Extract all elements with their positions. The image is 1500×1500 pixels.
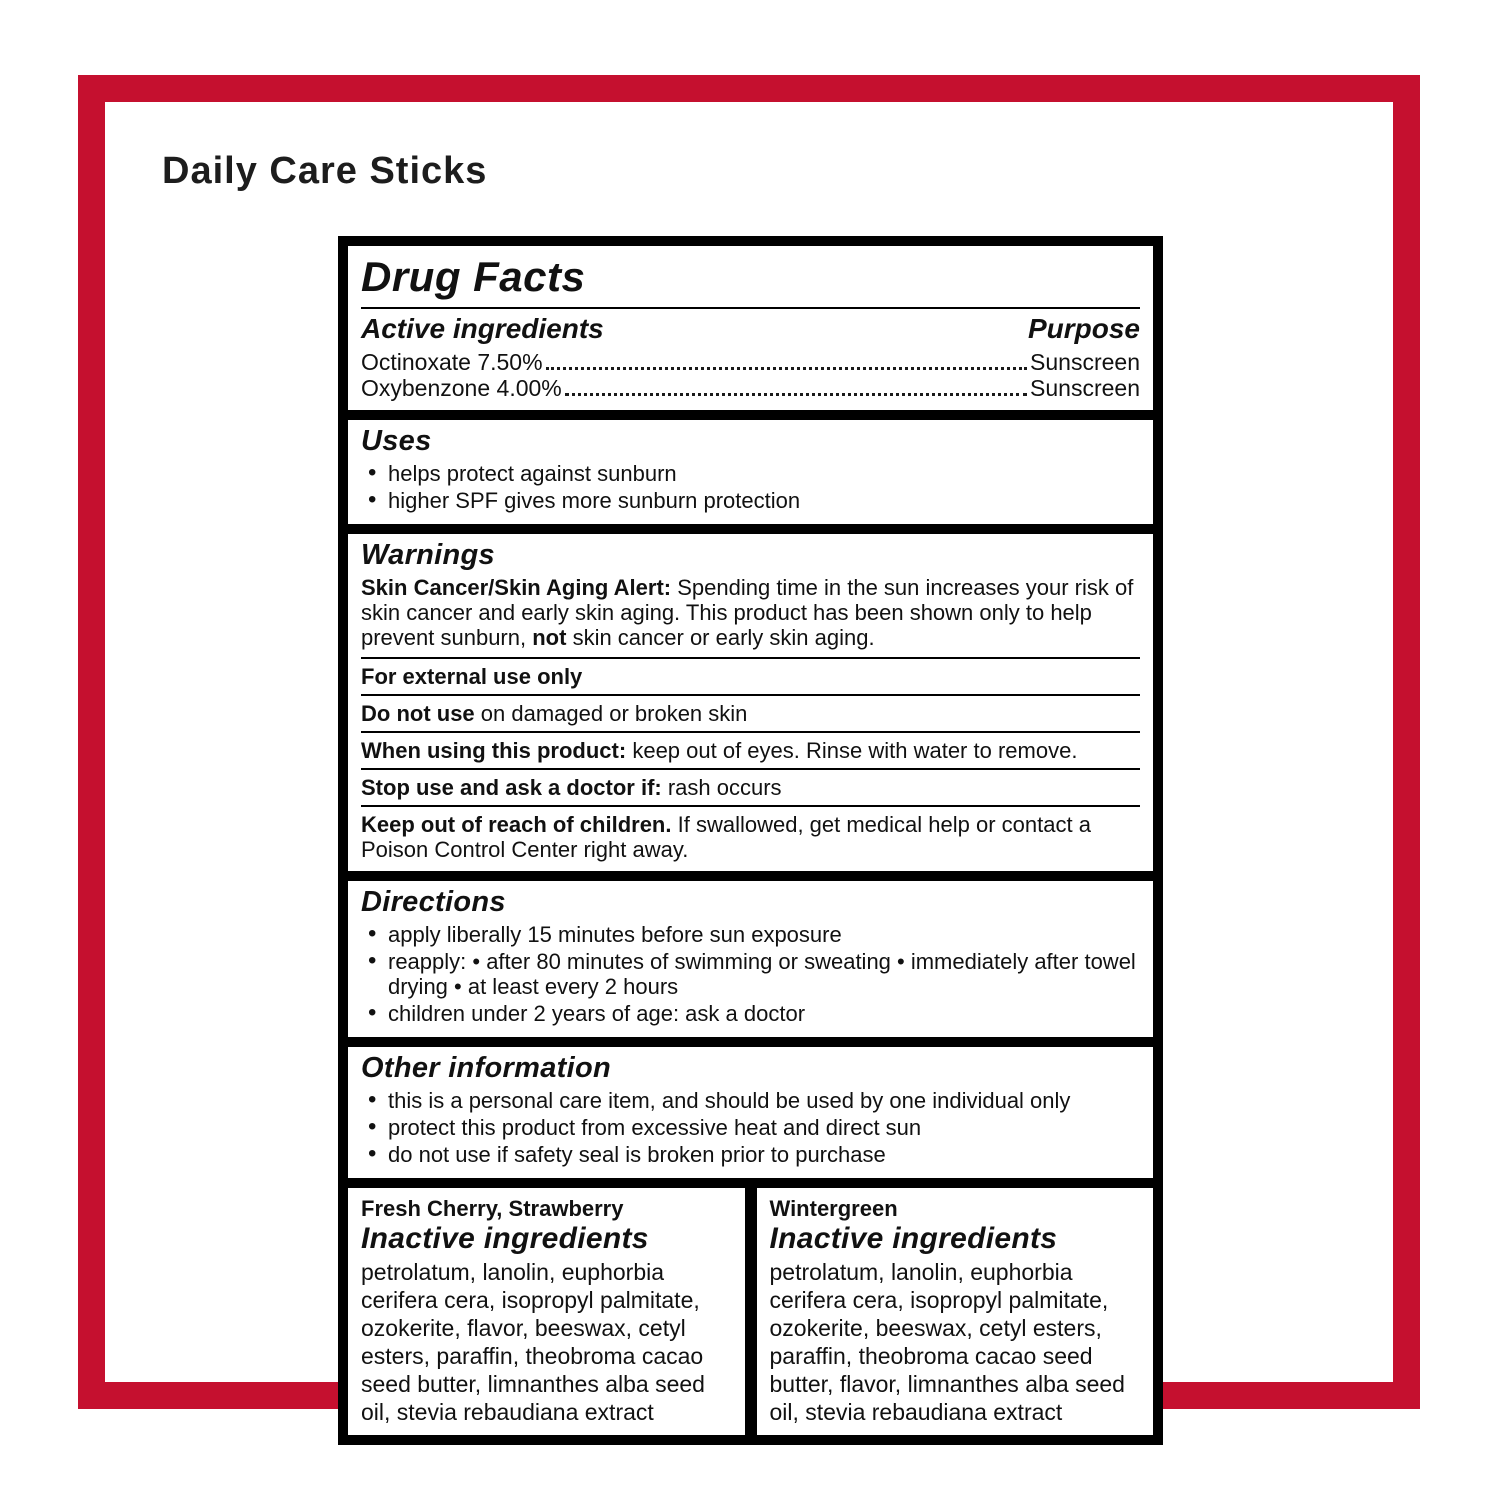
warning-text: on damaged or broken skin [480,701,748,726]
section-warnings [348,534,1153,871]
dotted-leader [546,367,1027,370]
uses-list [361,461,1140,513]
section-active-ingredients [348,246,1153,410]
alert-lead: Skin Cancer/Skin Aging Alert: [361,575,672,600]
directions-item: • apply liberally 15 minutes before sun exposure [361,922,1140,947]
warning-text: keep out of eyes. Rinse with water to remove. [632,738,1078,763]
flavor-name: Fresh Cherry, Strawberry [361,1196,624,1221]
section-inactive-wintergreen [757,1188,1154,1435]
warning-do-not-use [361,694,1140,726]
ingredient-name: Oxybenzone 4.00% [361,375,562,401]
section-inactive-fresh-cherry-strawberry [348,1188,745,1435]
active-ingredient-row [361,375,1140,401]
other-information-item: • do not use if safety seal is broken prior to purchase [361,1142,1140,1167]
dotted-leader [565,393,1027,396]
warning-keep-out-of-reach [361,805,1140,862]
section-directions [348,881,1153,1037]
other-information-heading: Other information [361,1052,611,1084]
purpose-heading: Purpose [1027,313,1140,344]
warning-lead: For external use only [361,664,583,689]
other-information-item: • protect this product from excessive heat and direct sun [361,1115,1140,1140]
alert-not: not [532,625,567,650]
warning-text: If swallowed, get medical help or contact a Poison Control Center right away. [361,812,1091,862]
uses-heading: Uses [361,425,432,457]
inactive-ingredients-text: petrolatum, lanolin, euphorbia cerifera cera, isopropyl palmitate, ozokerite, beeswax, cetyl esters, paraffin, theobroma cacao seed butter, flavor, limnanthes alba seed oil, stevia rebaudiana extract [769,1259,1125,1425]
page-title: Daily Care Sticks [162,150,488,192]
active-ingredients-heading: Active ingredients [361,313,604,344]
warning-lead: Stop use and ask a doctor if: [361,775,662,800]
active-purpose-header-row [361,313,1140,345]
inactive-ingredients-heading: Inactive ingredients [361,1222,649,1255]
uses-item: • higher SPF gives more sunburn protection [361,488,1140,513]
ingredient-purpose: Sunscreen [1030,375,1140,401]
uses-item: • helps protect against sunburn [361,461,1140,486]
other-information-item: • this is a personal care item, and should be used by one individual only [361,1088,1140,1113]
warning-lead: Keep out of reach of children. [361,812,672,837]
directions-heading: Directions [361,886,506,918]
warning-stop-use [361,768,1140,800]
drug-facts-title: Drug Facts [361,253,586,300]
flavor-name: Wintergreen [769,1196,898,1221]
other-information-list [361,1088,1140,1167]
directions-item: • reapply: • after 80 minutes of swimming or sweating • immediately after towel drying • at least every 2 hours [361,949,1140,999]
warning-lead: Do not use [361,701,475,726]
skin-cancer-alert [361,575,1140,650]
ingredient-purpose: Sunscreen [1030,349,1140,375]
warning-external-use [361,657,1140,689]
alert-text: skin cancer or early skin aging. [572,625,875,650]
alert-text: Spending time in the sun increases your risk of skin cancer and early skin aging. This product has been shown only to help prevent sunburn, [361,575,1134,650]
active-ingredient-row [361,349,1140,375]
section-uses [348,420,1153,524]
header-divider [361,307,1140,309]
ingredient-name: Octinoxate 7.50% [361,349,543,375]
inactive-ingredients-text: petrolatum, lanolin, euphorbia cerifera cera, isopropyl palmitate, ozokerite, flavor, beeswax, cetyl esters, paraffin, theobroma cacao seed butter, limnanthes alba seed oil, stevia rebaudiana extract [361,1259,705,1425]
inactive-ingredients-row [348,1188,1153,1435]
directions-item: • children under 2 years of age: ask a doctor [361,1001,1140,1026]
warnings-heading: Warnings [361,539,495,571]
warning-lead: When using this product: [361,738,627,763]
directions-list [361,922,1140,1026]
drug-facts-panel [338,236,1163,1445]
section-other-information [348,1047,1153,1178]
warning-when-using [361,731,1140,763]
warning-text: rash occurs [667,775,782,800]
inactive-ingredients-heading: Inactive ingredients [769,1222,1058,1255]
